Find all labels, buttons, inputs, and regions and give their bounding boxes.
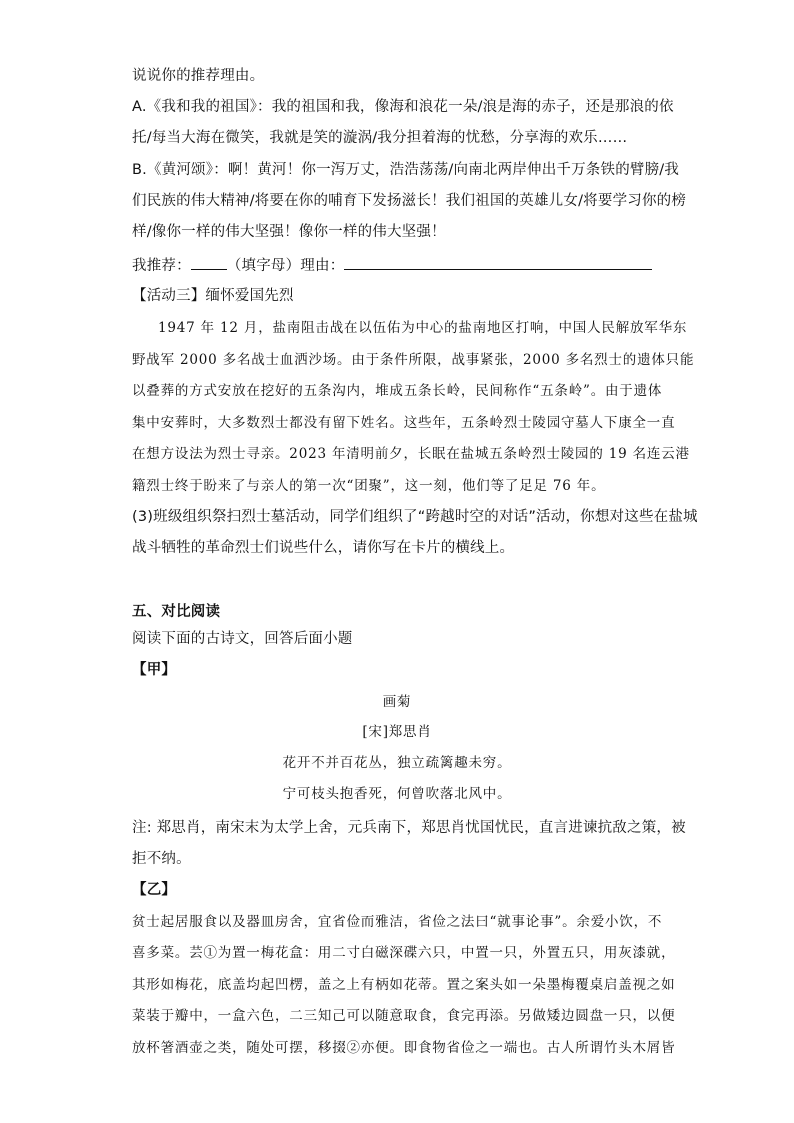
recommend-line bbox=[132, 255, 652, 276]
section-heading: 五、对比阅读 bbox=[132, 604, 221, 620]
label-jia: 【甲】 bbox=[132, 662, 177, 678]
recommend-prefix: 我推荐： bbox=[132, 258, 191, 274]
option-b-line: B.《黄河颂》：啊！黄河！你一泻万丈，浩浩荡荡/向南北两岸伸出千万条铁的臂膀/我 bbox=[132, 162, 680, 178]
passage-line: 在想方设法为烈士寻亲。2023 年清明前夕，长眠在盐城五条岭烈士陵园的 19 名连云港 bbox=[132, 446, 690, 462]
passage-line: 籍烈士终于盼来了与亲人的第一次“团聚”，这一刻，他们等了足足 76 年。 bbox=[132, 478, 606, 494]
question-line: 战斗牺牲的革命烈士们说些什么，请你写在卡片的横线上。 bbox=[132, 540, 515, 556]
option-a-line: A.《我和我的祖国》：我的祖国和我，像海和浪花一朵/浪是海的赤子，还是那浪的依 bbox=[132, 99, 674, 115]
reason-blank[interactable] bbox=[344, 255, 652, 270]
note-line: 注: 郑思肖，南宋末为太学上舍，元兵南下，郑思肖忧国忧民，直言进谏抗敌之策，被 bbox=[132, 820, 686, 836]
option-a-line: 托/每当大海在微笑，我就是笑的漩涡/我分担着海的忧愁，分享海的欢乐…… bbox=[132, 130, 628, 146]
poem-title: 画菊 bbox=[382, 694, 412, 710]
passage-line: 1947 年 12 月，盐南阻击战在以伍佑为中心的盐南地区打响，中国人民解放军华东 bbox=[158, 320, 688, 336]
recommend-mid: （填字母）理由： bbox=[226, 258, 345, 274]
label-yi: 【乙】 bbox=[132, 882, 177, 898]
activity-title: 【活动三】缅怀爱国先烈 bbox=[132, 288, 294, 304]
letter-blank[interactable] bbox=[191, 255, 227, 270]
note-line: 拒不纳。 bbox=[132, 851, 191, 867]
poem-line: 花开不并百花丛，独立疏篱趣未穷。 bbox=[282, 755, 512, 771]
instruction: 阅读下面的古诗文，回答后面小题 bbox=[132, 631, 353, 647]
passage-line: 野战军 2000 多名战士血洒沙场。由于条件所限，战事紧张，2000 多名烈士的遗体只能 bbox=[132, 352, 695, 368]
passage-line: 菜装于瓣中，一盒六色，二三知己可以随意取食，食完再添。另做矮边圆盘一只，以便 bbox=[132, 1008, 676, 1024]
passage-line: 其形如梅花，底盖均起凹楞，盖之上有柄如花蒂。置之案头如一朵墨梅覆桌启盖视之如 bbox=[132, 977, 676, 993]
poem-line: 宁可枝头抱香死，何曾吹落北风中。 bbox=[282, 786, 512, 802]
option-b-line: 们民族的伟大精神/将要在你的哺育下发扬滋长！我们祖国的英雄儿女/将要学习你的榜 bbox=[132, 193, 687, 209]
option-b-line: 样/像你一样的伟大坚强！像你一样的伟大坚强！ bbox=[132, 224, 446, 240]
passage-line: 集中安葬时，大多数烈士都没有留下姓名。这些年，五条岭烈士陵园守墓人下康全一直 bbox=[132, 415, 676, 431]
passage-line: 贫士起居服食以及器皿房舍，宜省俭而雅洁，省俭之法曰“就事论事”。余爱小饮，不 bbox=[132, 914, 663, 930]
poem-author: [宋]郑思肖 bbox=[362, 724, 432, 740]
passage-line: 以叠葬的方式安放在挖好的五条沟内，堆成五条长岭，民间称作“五条岭”。由于遗体 bbox=[132, 383, 663, 399]
question-line: (3)班级组织祭扫烈士墓活动，同学们组织了“跨越时空的对话”活动，你想对这些在盐城 bbox=[132, 509, 698, 525]
passage-line: 喜多菜。芸①为置一梅花盒：用二寸白磁深碟六只，中置一只，外置五只，用灰漆就， bbox=[132, 945, 676, 961]
passage-line: 放杯箸酒壶之类，随处可摆，移掇②亦便。即食物省俭之一端也。古人所谓竹头木屑皆 bbox=[132, 1040, 676, 1056]
text-line: 说说你的推荐理由。 bbox=[132, 68, 265, 84]
